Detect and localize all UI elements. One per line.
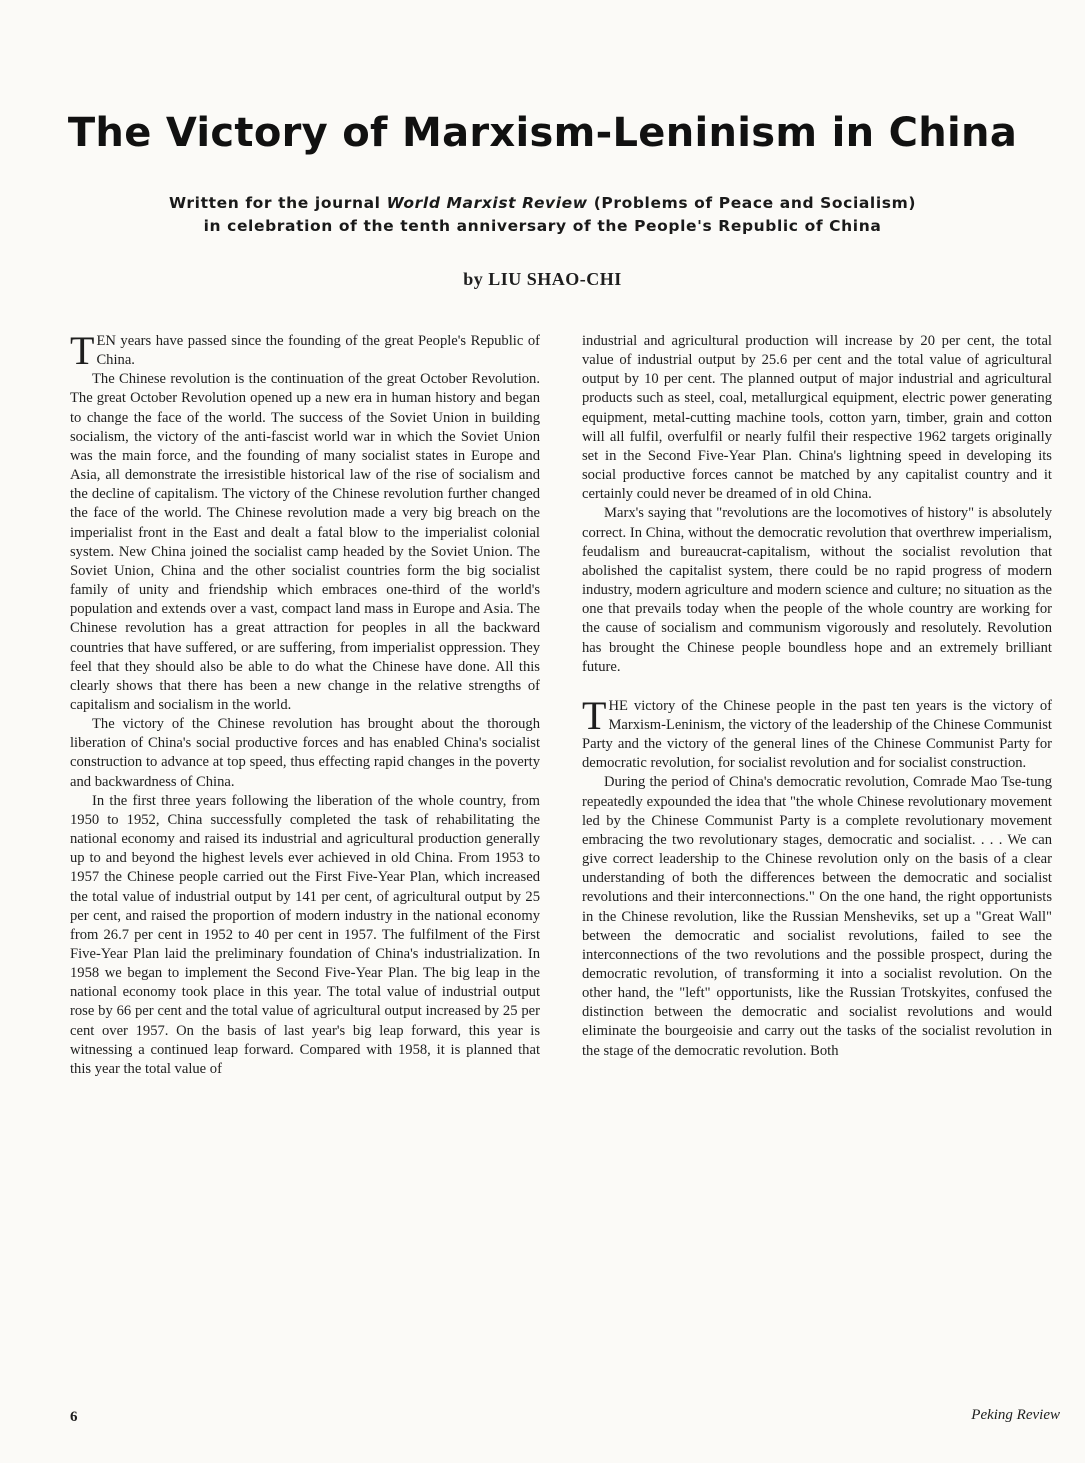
article-title: The Victory of Marxism-Leninism in China [67, 110, 1018, 156]
left-column [70, 328, 540, 1079]
page-number: 6 [70, 1409, 78, 1425]
publication-name: Peking Review [971, 1407, 1060, 1423]
subtitle-line-1 [0, 192, 1085, 215]
paragraph: The victory of the Chinese revolution has brought about the thorough liberation of China's social productive forces and has enabled China's socialist construction to advance at top speed, thus effecting rapid changes in the poverty and backwardness of China. [70, 716, 540, 790]
subtitle-prefix: Written for the journal [168, 194, 387, 212]
subtitle-line-2: in celebration of the tenth anniversary of the People's Republic of China [203, 217, 882, 235]
paragraph [70, 328, 540, 373]
drop-cap: T [582, 692, 607, 738]
paragraph: industrial and agricultural production will increase by 20 per cent, the total value of industrial output by 25.6 per cent and the total value of agricultural output by 10 per cent. The planned output of major industrial and agricultural products such as steel, coal, metallurgical equipment, electric power generating equipment, metal-cutting machine tools, cotton yarn, timber, grain and cotton will all fulfil, overfulfil or nearly fulfil their respective 1962 targets originally set in the Second Five-Year Plan. China's lightning speed in developing its social productive forces cannot be matched by any capitalist country and it certainly could never be dreamed of in old China. [582, 333, 1052, 503]
drop-cap: T [70, 328, 95, 373]
article-subtitle [0, 192, 1085, 238]
subtitle-suffix: (Problems of Peace and Socialism) [587, 194, 917, 212]
paragraph: In the first three years following the liberation of the whole country, from 1950 to 1952, China successfully completed the task of rehabilitating the national economy and raised its industrial and agricultural production generally up to and beyond the highest levels ever achieved in old China. From 1953 to 1957 the Chinese people carried out the First Five-Year Plan, which increased the total value of industrial output by 141 per cent, of agricultural output by 25 per cent, and raised the proportion of modern industry in the national economy from 26.7 per cent in 1952 to 40 per cent in 1957. The fulfilment of the First Five-Year Plan laid the preliminary foundation of China's industrialization. In 1958 we began to implement the Second Five-Year Plan. The big leap in the national economy took place in this year. The total value of industrial output rose by 66 per cent and the total value of agricultural output increased by 25 per cent over 1957. On the basis of last year's big leap forward, this year is witnessing a continued leap forward. Compared with 1958, it is planned that this year the total value of [70, 792, 540, 1077]
paragraph: During the period of China's democratic revolution, Comrade Mao Tse-tung repeatedly expounded the idea that "the whole Chinese revolutionary movement led by the Chinese Communist Party is a complete revolutionary movement embracing the two revolutionary stages, democratic and socialist. . . . We can give correct leadership to the Chinese revolution only on the basis of a clear understanding of both the differences between the democratic and socialist revolutions and their interconnections." On the one hand, the right opportunists in the Chinese revolution, like the Russian Mensheviks, set up a "Great Wall" between the democratic and socialist revolutions, failed to see the interconnections of the two revolutions and the possible prospect, during the democratic revolution, of transforming it into a socialist revolution. On the other hand, the "left" opportunists, like the Russian Trotskyites, confused the distinction between the democratic and socialist revolutions and would eliminate the bourgeoisie and carry out the tasks of the socialist revolution in the stage of the democratic revolution. Both [582, 774, 1052, 1059]
right-column [582, 332, 1052, 1061]
journal-name: World Marxist Review [386, 194, 588, 212]
paragraph: The Chinese revolution is the continuation of the great October Revolution. The great October Revolution opened up a new era in human history and began to change the face of the world. The success of the Soviet Union in building socialism, the victory of the anti-fascist world war in which the Soviet Union was the main force, and the founding of many socialist states in Europe and Asia, all demonstrate the irresistible historical law of the rise of socialism and the decline of capitalism. The victory of the Chinese revolution further changed the face of the world. The Chinese revolution made a very big breach on the imperialist front in the East and dealt a fatal blow to the imperialist colonial system. New China joined the socialist camp headed by the Soviet Union. The Soviet Union, China and the other socialist countries form the big socialist family of unity and friendship which embraces one-third of the world's population and extends over a vast, compact land mass in Europe and Asia. The Chinese revolution has a great attraction for peoples in all the backward countries that have suffered, or are suffering, from imperialist oppression. They feel that they should also be able to do what the Chinese have done. All this clearly shows that there has been a new change in the relative strengths of capitalism and socialism in the world. [70, 371, 540, 713]
paragraph: Marx's saying that "revolutions are the locomotives of history" is absolutely correct. In China, without the democratic revolution that overthrew imperialism, feudalism and bureaucrat-capitalism, without the socialist revolution that abolished the capitalist system, there could be no rapid progress of modern industry, modern agriculture and modern science and culture; no situation as the one that prevails today when the people of the whole country are working for the cause of socialism and communism vigorously and resolutely. Revolution has brought the Chinese people boundless hope and an extremely brilliant future. [582, 505, 1052, 675]
paragraph-text: HE victory of the Chinese people in the past ten years is the victory of Marxism-Leninism, the victory of the leadership of the Chinese Communist Party and the victory of the general lines of the Chinese Communist Party for democratic revolution, for socialist revolution and for socialist construction. [582, 697, 1052, 772]
paragraph-text: EN years have passed since the founding of the great People's Republic of China. [96, 333, 540, 369]
paragraph [582, 692, 1052, 774]
author-byline: by LIU SHAO-CHI [463, 269, 622, 289]
